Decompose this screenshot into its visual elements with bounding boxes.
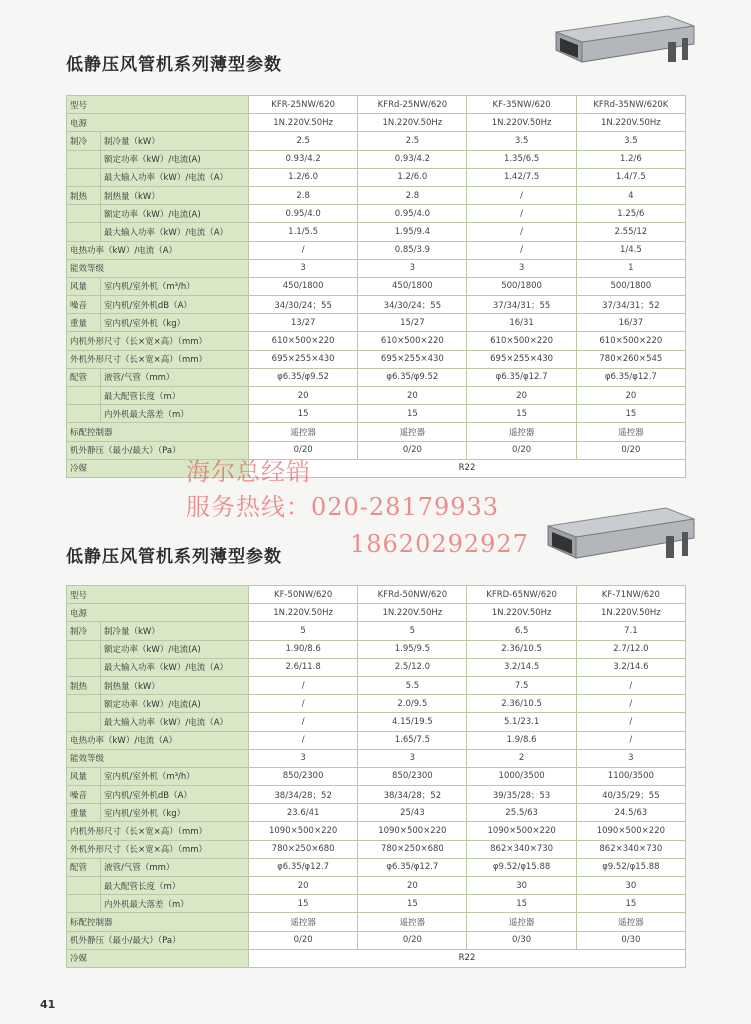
table-cell: 1.42/7.5 [467,168,576,186]
row-sub-label: 额定功率（kW）/电流(A) [101,205,249,223]
row-group-label: 能效等级 [67,259,249,277]
table-row [67,223,686,241]
row-group-label: 噪音 [67,296,101,314]
table-cell: 0/20 [358,441,467,459]
table-cell: / [467,205,576,223]
table-cell: 2.8 [249,186,358,204]
table-row [67,604,686,622]
table-cell: 2.36/10.5 [467,695,576,713]
row-group-label: 重量 [67,314,101,332]
row-group-label: 标配控制器 [67,423,249,441]
row-sub-label: 额定功率（kW）/电流(A) [101,640,249,658]
table-cell: 2.8 [358,186,467,204]
table-row [67,368,686,386]
row-sub-label: 最大输入功率（kW）/电流（A） [101,658,249,676]
table-cell: 862×340×730 [576,840,685,858]
row-group-label: 配管 [67,368,101,386]
table-cell: 695×255×430 [358,350,467,368]
row-group-label: 冷媒 [67,949,249,967]
row-group-label [67,168,101,186]
table-cell: 3 [358,259,467,277]
row-group-label [67,877,101,895]
row-group-label: 能效等级 [67,749,249,767]
table-row [67,949,686,967]
table-row [67,713,686,731]
table-row [67,749,686,767]
table-row [67,786,686,804]
table-cell: 1N.220V.50Hz [576,604,685,622]
section-2-title: 低静压风管机系列薄型参数 [66,547,282,567]
row-group-label: 型号 [67,96,249,114]
table-cell: 16/37 [576,314,685,332]
table-cell: 2.5 [358,132,467,150]
table-cell: 24.5/63 [576,804,685,822]
table-cell: 0.93/4.2 [249,150,358,168]
table-cell: / [249,676,358,694]
table-cell: 1 [576,259,685,277]
table-row [67,877,686,895]
table-cell: 1.95/9.5 [358,640,467,658]
table-cell: 610×500×220 [249,332,358,350]
table-cell: 2.55/12 [576,223,685,241]
table-cell: 1N.220V.50Hz [358,604,467,622]
table-cell: / [249,713,358,731]
table-cell: 遥控器 [576,423,685,441]
table-cell: 1000/3500 [467,767,576,785]
table-cell: φ9.52/φ15.88 [467,858,576,876]
table-cell: 遥控器 [249,913,358,931]
table-cell: 遥控器 [576,913,685,931]
spec-table-2 [66,585,686,968]
row-sub-label: 额定功率（kW）/电流(A) [101,150,249,168]
table-cell: 6.5 [467,622,576,640]
duct-unit-illustration-1 [548,14,698,76]
table-cell: 1100/3500 [576,767,685,785]
row-sub-label: 最大输入功率（kW）/电流（A） [101,168,249,186]
table-cell: 2.7/12.0 [576,640,685,658]
table-cell: 850/2300 [249,767,358,785]
row-group-label: 机外静压（最小/最大）（Pa） [67,931,249,949]
table-cell: 500/1800 [576,277,685,295]
table-cell: 遥控器 [249,423,358,441]
table-cell: 16/31 [467,314,576,332]
table-row [67,676,686,694]
table-cell: 30 [576,877,685,895]
table-cell: φ6.35/φ12.7 [576,368,685,386]
page-number: 41 [40,998,56,1011]
table-cell: 遥控器 [358,423,467,441]
row-sub-label: 制冷量（kW） [101,622,249,640]
row-sub-label: 制热量（kW） [101,186,249,204]
table-cell: 5.1/23.1 [467,713,576,731]
model-header: KF-35NW/620 [467,96,576,114]
table-cell: 34/30/24；55 [249,296,358,314]
table-cell: 2 [467,749,576,767]
table-row [67,259,686,277]
table-cell: 25.5/63 [467,804,576,822]
table-row [67,622,686,640]
spec-table-1 [66,95,686,478]
table-row [67,241,686,259]
table-cell: 15 [576,895,685,913]
table-cell: 1090×500×220 [467,822,576,840]
table-cell: φ6.35/φ9.52 [358,368,467,386]
overlay-distributor-text: 海尔总经销 [186,458,311,486]
table-cell: 1.90/8.6 [249,640,358,658]
table-row [67,895,686,913]
table-cell: 1N.220V.50Hz [358,114,467,132]
table-cell: 450/1800 [249,277,358,295]
table-cell: 15/27 [358,314,467,332]
table-cell: 3 [576,749,685,767]
table-cell: φ9.52/φ15.88 [576,858,685,876]
table-row [67,96,686,114]
row-group-label: 型号 [67,586,249,604]
table-row [67,186,686,204]
table-cell: / [249,731,358,749]
table-row [67,350,686,368]
row-group-label: 外机外形尺寸（长×宽×高）（mm） [67,840,249,858]
model-header: KF-50NW/620 [249,586,358,604]
table-cell: 780×250×680 [358,840,467,858]
row-group-label [67,387,101,405]
table-cell: 遥控器 [467,423,576,441]
section-1-title: 低静压风管机系列薄型参数 [66,55,282,75]
table-cell: 1N.220V.50Hz [249,114,358,132]
table-cell: 1.65/7.5 [358,731,467,749]
table-row [67,441,686,459]
table-cell: 2.5/12.0 [358,658,467,676]
table-cell: 0.85/3.9 [358,241,467,259]
table-cell: 0/20 [249,441,358,459]
table-cell: 3 [249,749,358,767]
row-sub-label: 液管/气管（mm） [101,368,249,386]
table-cell: / [576,695,685,713]
table-cell: 15 [467,405,576,423]
table-cell: 20 [358,387,467,405]
table-cell: 1.35/6.5 [467,150,576,168]
row-sub-label: 液管/气管（mm） [101,858,249,876]
table-cell: 695×255×430 [249,350,358,368]
overlay-mobile-text: 18620292927 [350,530,529,558]
row-sub-label: 内外机最大落差（m） [101,405,249,423]
table-cell: 3.5 [576,132,685,150]
row-group-label [67,223,101,241]
row-group-label: 重量 [67,804,101,822]
table-cell: 1N.220V.50Hz [576,114,685,132]
table-row [67,913,686,931]
table-cell: 5 [249,622,358,640]
table-cell: 695×255×430 [467,350,576,368]
table-row [67,205,686,223]
table-row [67,767,686,785]
table-cell: 5 [358,622,467,640]
table-cell: 30 [467,877,576,895]
table-row [67,804,686,822]
table-cell: / [467,223,576,241]
table-cell: 1.95/9.4 [358,223,467,241]
table-cell: 0/20 [249,931,358,949]
table-cell: 15 [249,895,358,913]
table-cell: 610×500×220 [358,332,467,350]
row-group-label [67,640,101,658]
table-cell: 780×260×545 [576,350,685,368]
row-group-label: 电热功率（kW）/电流（A） [67,241,249,259]
table-cell: 0.95/4.0 [249,205,358,223]
table-row [67,423,686,441]
row-group-label [67,895,101,913]
table-cell: 2.5 [249,132,358,150]
table-cell: 0/30 [576,931,685,949]
table-row [67,387,686,405]
table-cell: 1.9/8.6 [467,731,576,749]
row-sub-label: 室内机/室外机（m³/h） [101,767,249,785]
table-cell: φ6.35/φ9.52 [249,368,358,386]
table-cell: 0/20 [467,441,576,459]
model-header: KFRd-35NW/620K [576,96,685,114]
table-cell: 862×340×730 [467,840,576,858]
table-cell: / [249,695,358,713]
table-cell: 40/35/29；55 [576,786,685,804]
table-cell: 780×250×680 [249,840,358,858]
table-cell: 0.93/4.2 [358,150,467,168]
table-cell: 1090×500×220 [358,822,467,840]
table-cell: 20 [358,877,467,895]
table-cell: 15 [358,895,467,913]
table-cell: 15 [576,405,685,423]
row-sub-label: 室内机/室外机（kg） [101,314,249,332]
table-cell: 4.15/19.5 [358,713,467,731]
table-row [67,114,686,132]
model-header: KF-71NW/620 [576,586,685,604]
table-row [67,459,686,477]
table-cell: 1.25/6 [576,205,685,223]
table-row [67,931,686,949]
table-cell: / [576,676,685,694]
table-row [67,840,686,858]
table-cell: 4 [576,186,685,204]
model-header: KFR-25NW/620 [249,96,358,114]
row-group-label: 外机外形尺寸（长×宽×高）（mm） [67,350,249,368]
table-cell: 500/1800 [467,277,576,295]
table-cell: φ6.35/φ12.7 [249,858,358,876]
refrigerant-value: R22 [249,459,686,477]
row-group-label: 制热 [67,186,101,204]
table-cell: φ6.35/φ12.7 [467,368,576,386]
table-cell: φ6.35/φ12.7 [358,858,467,876]
table-cell: 37/34/31；52 [576,296,685,314]
row-group-label: 电源 [67,114,249,132]
row-group-label: 制热 [67,676,101,694]
table-cell: 450/1800 [358,277,467,295]
table-cell: 1090×500×220 [576,822,685,840]
row-sub-label: 室内机/室外机（m³/h） [101,277,249,295]
table-cell: 20 [576,387,685,405]
row-group-label [67,695,101,713]
table-row [67,858,686,876]
table-cell: 610×500×220 [576,332,685,350]
table-row [67,731,686,749]
table-cell: 2.36/10.5 [467,640,576,658]
table-cell: 13/27 [249,314,358,332]
table-cell: 0/20 [358,931,467,949]
table-cell: / [576,713,685,731]
row-group-label: 风量 [67,277,101,295]
table-cell: 25/43 [358,804,467,822]
row-group-label [67,405,101,423]
table-cell: 3.2/14.5 [467,658,576,676]
refrigerant-value: R22 [249,949,686,967]
table-cell: 遥控器 [358,913,467,931]
table-cell: 1/4.5 [576,241,685,259]
table-row [67,296,686,314]
model-header: KFRd-25NW/620 [358,96,467,114]
table-cell: 3.2/14.6 [576,658,685,676]
table-cell: 1.4/7.5 [576,168,685,186]
model-header: KFRD-65NW/620 [467,586,576,604]
row-group-label: 内机外形尺寸（长×宽×高）（mm） [67,332,249,350]
table-cell: 7.5 [467,676,576,694]
table-cell: / [249,241,358,259]
table-cell: 3.5 [467,132,576,150]
overlay-hotline-text: 服务热线：020-28179933 [186,493,500,521]
table-cell: 3 [467,259,576,277]
table-cell: / [467,241,576,259]
table-cell: 38/34/28；52 [249,786,358,804]
table-row [67,822,686,840]
row-group-label: 冷媒 [67,459,249,477]
table-cell: 1.1/5.5 [249,223,358,241]
table-cell: 39/35/28；53 [467,786,576,804]
row-group-label [67,150,101,168]
row-group-label [67,658,101,676]
table-cell: 1090×500×220 [249,822,358,840]
table-cell: / [467,186,576,204]
table-cell: 3 [249,259,358,277]
row-sub-label: 最大输入功率（kW）/电流（A） [101,713,249,731]
row-sub-label: 额定功率（kW）/电流(A) [101,695,249,713]
model-header: KFRd-50NW/620 [358,586,467,604]
row-sub-label: 室内机/室外机（kg） [101,804,249,822]
table-cell: 7.1 [576,622,685,640]
row-group-label: 风量 [67,767,101,785]
table-row [67,405,686,423]
table-cell: 38/34/28；52 [358,786,467,804]
table-cell: / [576,731,685,749]
table-cell: 0/30 [467,931,576,949]
row-sub-label: 室内机/室外机dB（A） [101,786,249,804]
table-cell: 23.6/41 [249,804,358,822]
row-group-label: 内机外形尺寸（长×宽×高）（mm） [67,822,249,840]
table-cell: 1N.220V.50Hz [467,604,576,622]
table-row [67,332,686,350]
table-row [67,695,686,713]
row-group-label [67,713,101,731]
duct-unit-illustration-2 [540,506,698,572]
table-cell: 34/30/24；55 [358,296,467,314]
row-group-label: 标配控制器 [67,913,249,931]
row-sub-label: 最大配管长度（m） [101,877,249,895]
table-cell: 15 [249,405,358,423]
row-group-label: 制冷 [67,622,101,640]
row-group-label: 电源 [67,604,249,622]
row-group-label [67,205,101,223]
row-group-label: 噪音 [67,786,101,804]
row-sub-label: 最大配管长度（m） [101,387,249,405]
table-cell: 20 [249,387,358,405]
table-cell: 2.0/9.5 [358,695,467,713]
row-group-label: 配管 [67,858,101,876]
table-cell: 0/20 [576,441,685,459]
table-row [67,277,686,295]
row-sub-label: 室内机/室外机dB（A） [101,296,249,314]
table-cell: 0.95/4.0 [358,205,467,223]
table-row [67,168,686,186]
row-sub-label: 制冷量（kW） [101,132,249,150]
table-cell: 1N.220V.50Hz [249,604,358,622]
table-row [67,314,686,332]
table-cell: 15 [358,405,467,423]
table-cell: 3 [358,749,467,767]
table-cell: 5.5 [358,676,467,694]
table-row [67,640,686,658]
table-cell: 37/34/31；55 [467,296,576,314]
table-cell: 610×500×220 [467,332,576,350]
table-cell: 1.2/6.0 [358,168,467,186]
table-cell: 1N.220V.50Hz [467,114,576,132]
table-cell: 20 [249,877,358,895]
table-cell: 2.6/11.8 [249,658,358,676]
row-sub-label: 最大输入功率（kW）/电流（A） [101,223,249,241]
table-cell: 遥控器 [467,913,576,931]
row-group-label: 电热功率（kW）/电流（A） [67,731,249,749]
row-group-label: 制冷 [67,132,101,150]
table-cell: 1.2/6 [576,150,685,168]
table-row [67,132,686,150]
row-group-label: 机外静压（最小/最大）（Pa） [67,441,249,459]
table-row [67,150,686,168]
row-sub-label: 内外机最大落差（m） [101,895,249,913]
table-cell: 850/2300 [358,767,467,785]
table-row [67,658,686,676]
table-cell: 1.2/6.0 [249,168,358,186]
table-cell: 15 [467,895,576,913]
table-row [67,586,686,604]
table-cell: 20 [467,387,576,405]
row-sub-label: 制热量（kW） [101,676,249,694]
